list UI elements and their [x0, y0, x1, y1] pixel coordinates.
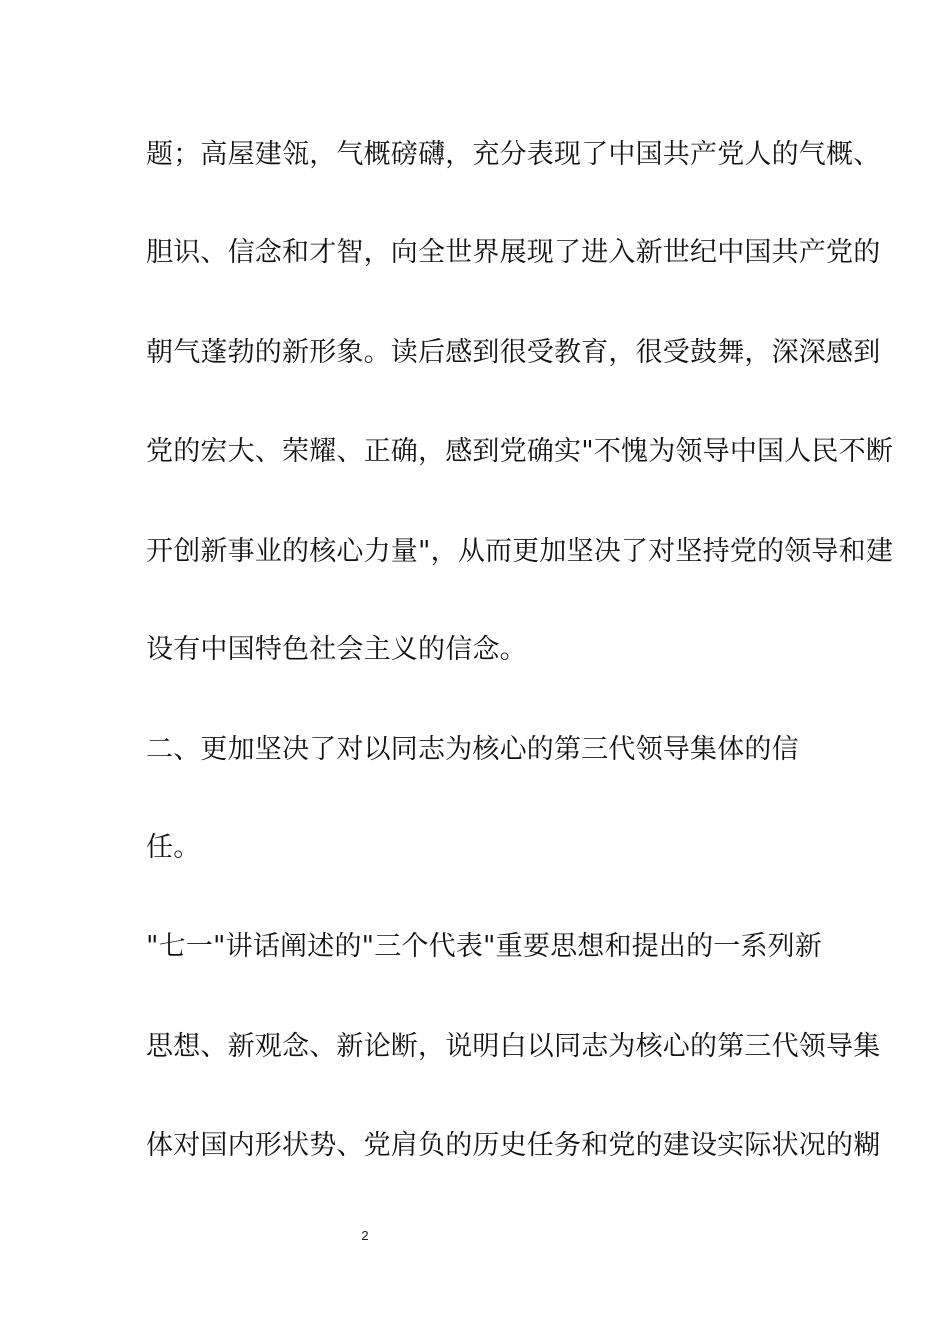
- body-text-line-8: 思想、新观念、新论断，说明白以同志为核心的第三代领导集: [146, 1031, 881, 1062]
- body-text-line-9: 体对国内形状势、党肩负的历史任务和党的建设实际状况的糊: [146, 1130, 881, 1161]
- section-heading-line-1: 二、更加坚决了对以同志为核心的第三代领导集体的信: [146, 734, 799, 765]
- body-text-line-4: 党的宏大、荣耀、正确，感到党确实"不愧为领导中国人民不断: [146, 436, 894, 467]
- page-number: 2: [361, 1228, 369, 1243]
- body-text-line-1: 题；高屋建瓴，气概磅礴，充分表现了中国共产党人的气概、: [146, 139, 881, 170]
- body-text-line-7: "七一"讲话阐述的"三个代表"重要思想和提出的一系列新: [146, 931, 823, 962]
- body-text-line-5: 开创新事业的核心力量"，从而更加坚决了对坚持党的领导和建: [146, 536, 894, 567]
- section-heading-line-2: 任。: [146, 832, 201, 863]
- body-text-line-6: 设有中国特色社会主义的信念。: [146, 634, 527, 665]
- body-text-line-3: 朝气蓬勃的新形象。读后感到很受教育，很受鼓舞，深深感到: [146, 337, 881, 368]
- body-text-line-2: 胆识、信念和才智，向全世界展现了进入新世纪中国共产党的: [146, 237, 881, 268]
